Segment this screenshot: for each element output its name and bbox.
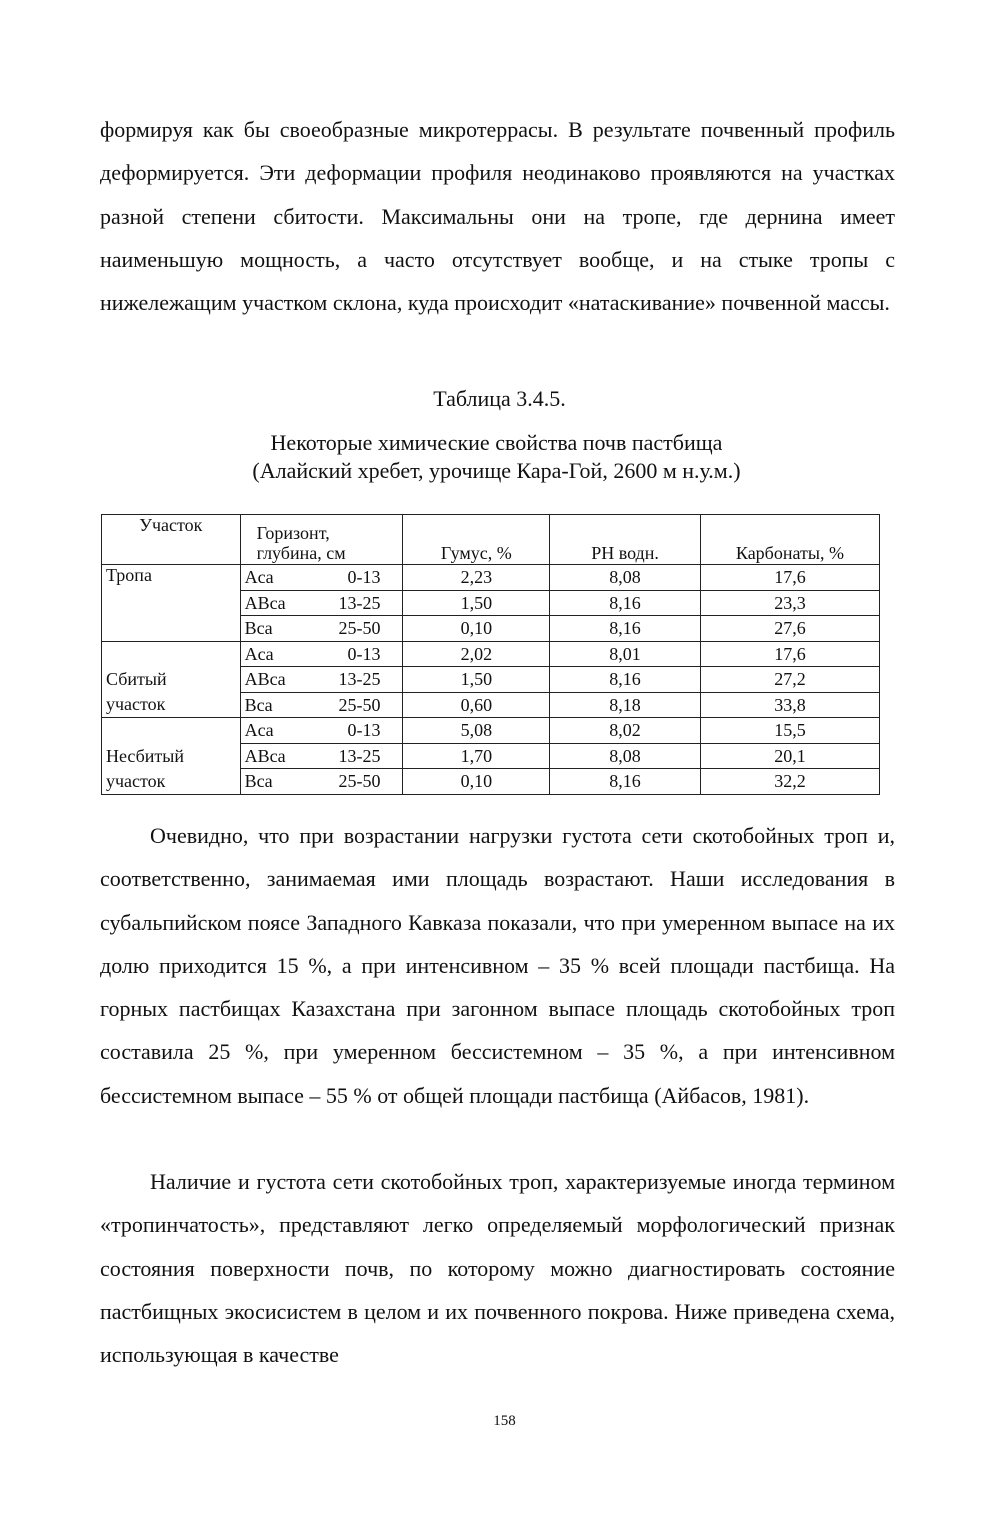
ph-cell: 8,16 [550,667,701,693]
humus-cell: 2,23 [403,565,550,591]
humus-cell: 2,02 [403,641,550,667]
horizon-depth: 25-50 [338,618,381,639]
horizon-cell [240,718,403,744]
horizon-depth: 25-50 [338,771,381,792]
paragraph-intro: формируя как бы своеобразные микротеррасы. В результате почвенный профиль деформируется. Эти деформации профиля неодинаково проявляются на участках разной степени сбитости. Максимальны они на тропе, где дернина имеет наименьшую мощность, а часто отсутствует вообще, и на стыке тропы с нижележащим участком склона, куда происходит «натаскивание» почвенной массы. [100,117,895,316]
horizon-code: Aca [244,567,274,588]
ph-cell: 8,16 [550,616,701,642]
soil-properties-table [101,514,880,795]
header-horizon [240,515,403,565]
header-ph: PH водн. [550,515,701,565]
table-caption-line-2: (Алайский хребет, урочище Кара-Гой, 2600 м н.у.м.) [252,458,741,483]
plot-name-line-2: участок [106,770,166,791]
page-number: 158 [493,1413,516,1429]
table-caption [0,429,993,485]
carbonates-cell: 27,6 [700,616,879,642]
humus-cell: 5,08 [403,718,550,744]
carbonates-cell: 32,2 [700,769,879,795]
header-humus: Гумус, % [403,515,550,565]
header-horizon-line-1: Горизонт, [256,523,330,543]
horizon-depth: 0-13 [347,643,381,664]
plot-name-line-1: Тропа [106,565,152,585]
horizon-depth: 0-13 [347,720,381,741]
table-caption-line-1: Некоторые химические свойства почв пастбища [270,430,723,455]
ph-cell: 8,02 [550,718,701,744]
horizon-code: Aca [244,720,274,741]
table-body [102,565,880,795]
ph-cell: 8,16 [550,769,701,795]
header-horizon-line-2: глубина, см [256,543,346,563]
horizon-cell [240,769,403,795]
carbonates-cell: 17,6 [700,641,879,667]
ph-cell: 8,08 [550,743,701,769]
header-carbonates: Карбонаты, % [700,515,879,565]
horizon-code: ABca [244,745,286,766]
header-plot: Участок [102,515,241,565]
horizon-cell [240,590,403,616]
horizon-code: Aca [244,643,274,664]
horizon-code: Bca [244,618,273,639]
carbonates-cell: 33,8 [700,692,879,718]
carbonates-cell: 23,3 [700,590,879,616]
humus-cell: 0,10 [403,616,550,642]
horizon-cell [240,641,403,667]
horizon-code: Bca [244,694,273,715]
horizon-cell [240,743,403,769]
ph-cell: 8,16 [550,590,701,616]
horizon-cell [240,616,403,642]
plot-name-line-1: Несбитый [106,745,185,766]
ph-cell: 8,01 [550,641,701,667]
horizon-code: ABca [244,592,286,613]
humus-cell: 1,50 [403,590,550,616]
horizon-code: Bca [244,771,273,792]
horizon-depth: 25-50 [338,694,381,715]
humus-cell: 1,50 [403,667,550,693]
table-row [102,565,880,591]
plot-cell [102,718,241,795]
humus-cell: 0,60 [403,692,550,718]
carbonates-cell: 17,6 [700,565,879,591]
horizon-code: ABca [244,669,286,690]
horizon-cell [240,667,403,693]
horizon-depth: 13-25 [338,745,381,766]
table-row [102,718,880,744]
ph-cell: 8,18 [550,692,701,718]
plot-cell [102,565,241,642]
carbonates-cell: 27,2 [700,667,879,693]
horizon-cell [240,692,403,718]
horizon-cell [240,565,403,591]
horizon-depth: 13-25 [338,669,381,690]
carbonates-cell: 15,5 [700,718,879,744]
humus-cell: 1,70 [403,743,550,769]
paragraph-trail-pattern: Наличие и густота сети скотобойных троп, характеризуемые иногда термином «тропинчатость», представляют легко определяемый морфологический признак состояния поверхности почв, по которому можно диагностировать состояние пастбищных экосисистем в целом и их почвенного покрова. Ниже приведена схема, использующая в качестве [100,1169,895,1368]
plot-name-line-2: участок [106,694,166,714]
horizon-depth: 13-25 [338,592,381,613]
table-row [102,641,880,667]
table-header-row [102,515,880,565]
ph-cell: 8,08 [550,565,701,591]
paragraph-trail-density: Очевидно, что при возрастании нагрузки густота сети скотобойных троп и, соответственно, занимаемая ими площадь возрастают. Наши исследования в субальпийском поясе Западного Кавказа показали, что при умеренном выпасе на их долю приходится 15 %, а при интенсивном – 35 % всей площади пастбища. На горных пастбищах Казахстана при загонном выпасе площадь скотобойных троп составила 25 %, при умеренном бессистемном – 35 %, а при интенсивном бессистемном выпасе – 55 % от общей площади пастбища (Айбасов, 1981). [100,823,895,1108]
carbonates-cell: 20,1 [700,743,879,769]
table-number: Таблица 3.4.5. [433,386,566,411]
horizon-depth: 0-13 [347,567,381,588]
plot-cell [102,641,241,718]
humus-cell: 0,10 [403,769,550,795]
plot-name-line-1: Сбитый [106,669,167,689]
